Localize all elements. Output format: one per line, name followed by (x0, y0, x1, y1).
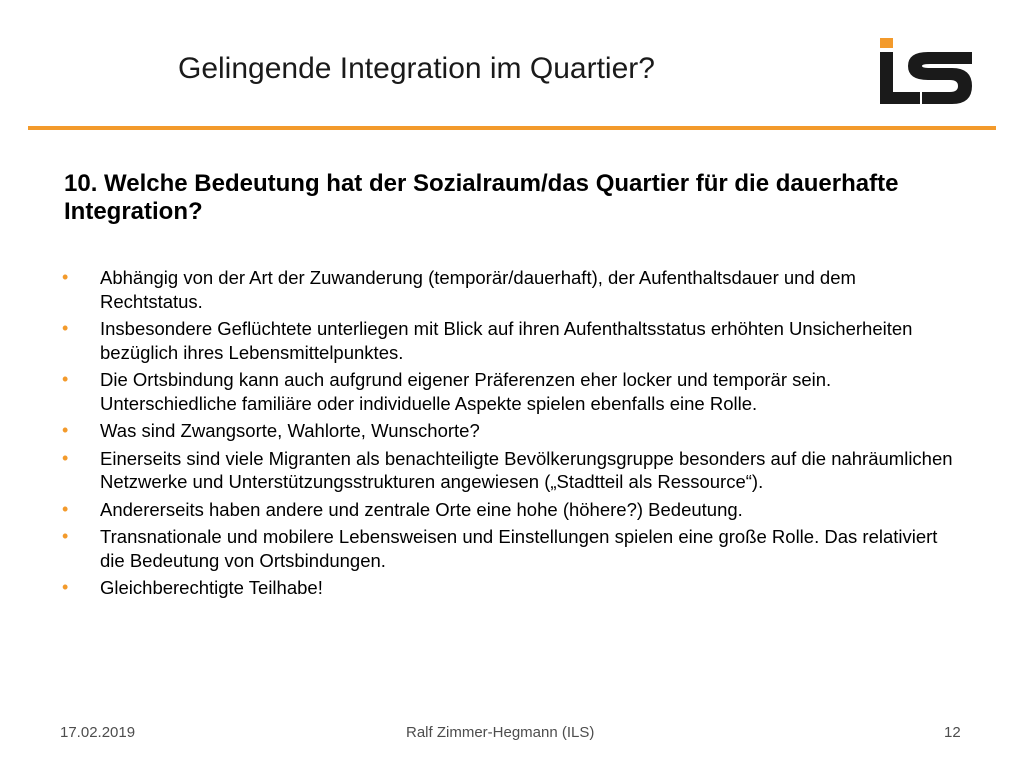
footer-author: Ralf Zimmer-Hegmann (ILS) (406, 724, 595, 741)
bullet-text: Was sind Zwangsorte, Wahlorte, Wunschorte? (100, 420, 480, 441)
page-number: 12 (944, 724, 961, 741)
bullet-icon: • (62, 447, 69, 468)
bullet-icon: • (62, 526, 69, 546)
slide-title: Gelingende Integration im Quartier? (178, 52, 655, 85)
bullet-text: Gleichberechtigte Teilhabe! (100, 577, 323, 598)
title-divider (28, 126, 996, 130)
bullet-list (62, 266, 962, 604)
bullet-icon: • (62, 267, 69, 287)
bullet-text: Die Ortsbindung kann auch aufgrund eigener Präferenzen eher locker und temporär sein. Unterschiedliche familiäre oder individuelle Aspekte spielen ebenfalls eine Rolle. (100, 369, 832, 414)
footer-date: 17.02.2019 (60, 724, 136, 741)
bullet-icon: • (62, 369, 69, 389)
ils-logo-icon (876, 36, 976, 106)
list-item (62, 419, 962, 443)
list-item (62, 368, 962, 415)
list-item (62, 447, 962, 494)
bullet-text: Abhängig von der Art der Zuwanderung (temporär/dauerhaft), der Aufenthaltsdauer und dem Rechtstatus. (100, 267, 856, 312)
bullet-icon: • (62, 318, 69, 338)
list-item (62, 317, 962, 364)
list-item (62, 576, 962, 600)
bullet-icon: • (62, 498, 69, 519)
bullet-text: Einerseits sind viele Migranten als benachteiligte Bevölkerungsgruppe besonders auf die nahräumlichen Netzwerke und Unterstützungsstrukturen angewiesen („Stadtteil als Ressource“). (100, 447, 953, 492)
list-item (62, 266, 962, 313)
question-heading: 10. Welche Bedeutung hat der Sozialraum/das Quartier für die dauerhafte Integration? (64, 170, 899, 225)
bullet-icon: • (62, 420, 69, 440)
list-item (62, 525, 962, 572)
bullet-icon: • (62, 577, 69, 597)
list-item (62, 498, 962, 522)
bullet-text: Insbesondere Geflüchtete unterliegen mit Blick auf ihren Aufenthaltsstatus erhöhten Unsicherheiten bezüglich ihres Lebensmittelpunktes. (100, 318, 913, 363)
bullet-text: Andererseits haben andere und zentrale Orte eine hohe (höhere?) Bedeutung. (100, 498, 743, 520)
bullet-text: Transnationale und mobilere Lebensweisen und Einstellungen spielen eine große Rolle. Das relativiert die Bedeutung von Ortsbindungen. (100, 526, 938, 571)
